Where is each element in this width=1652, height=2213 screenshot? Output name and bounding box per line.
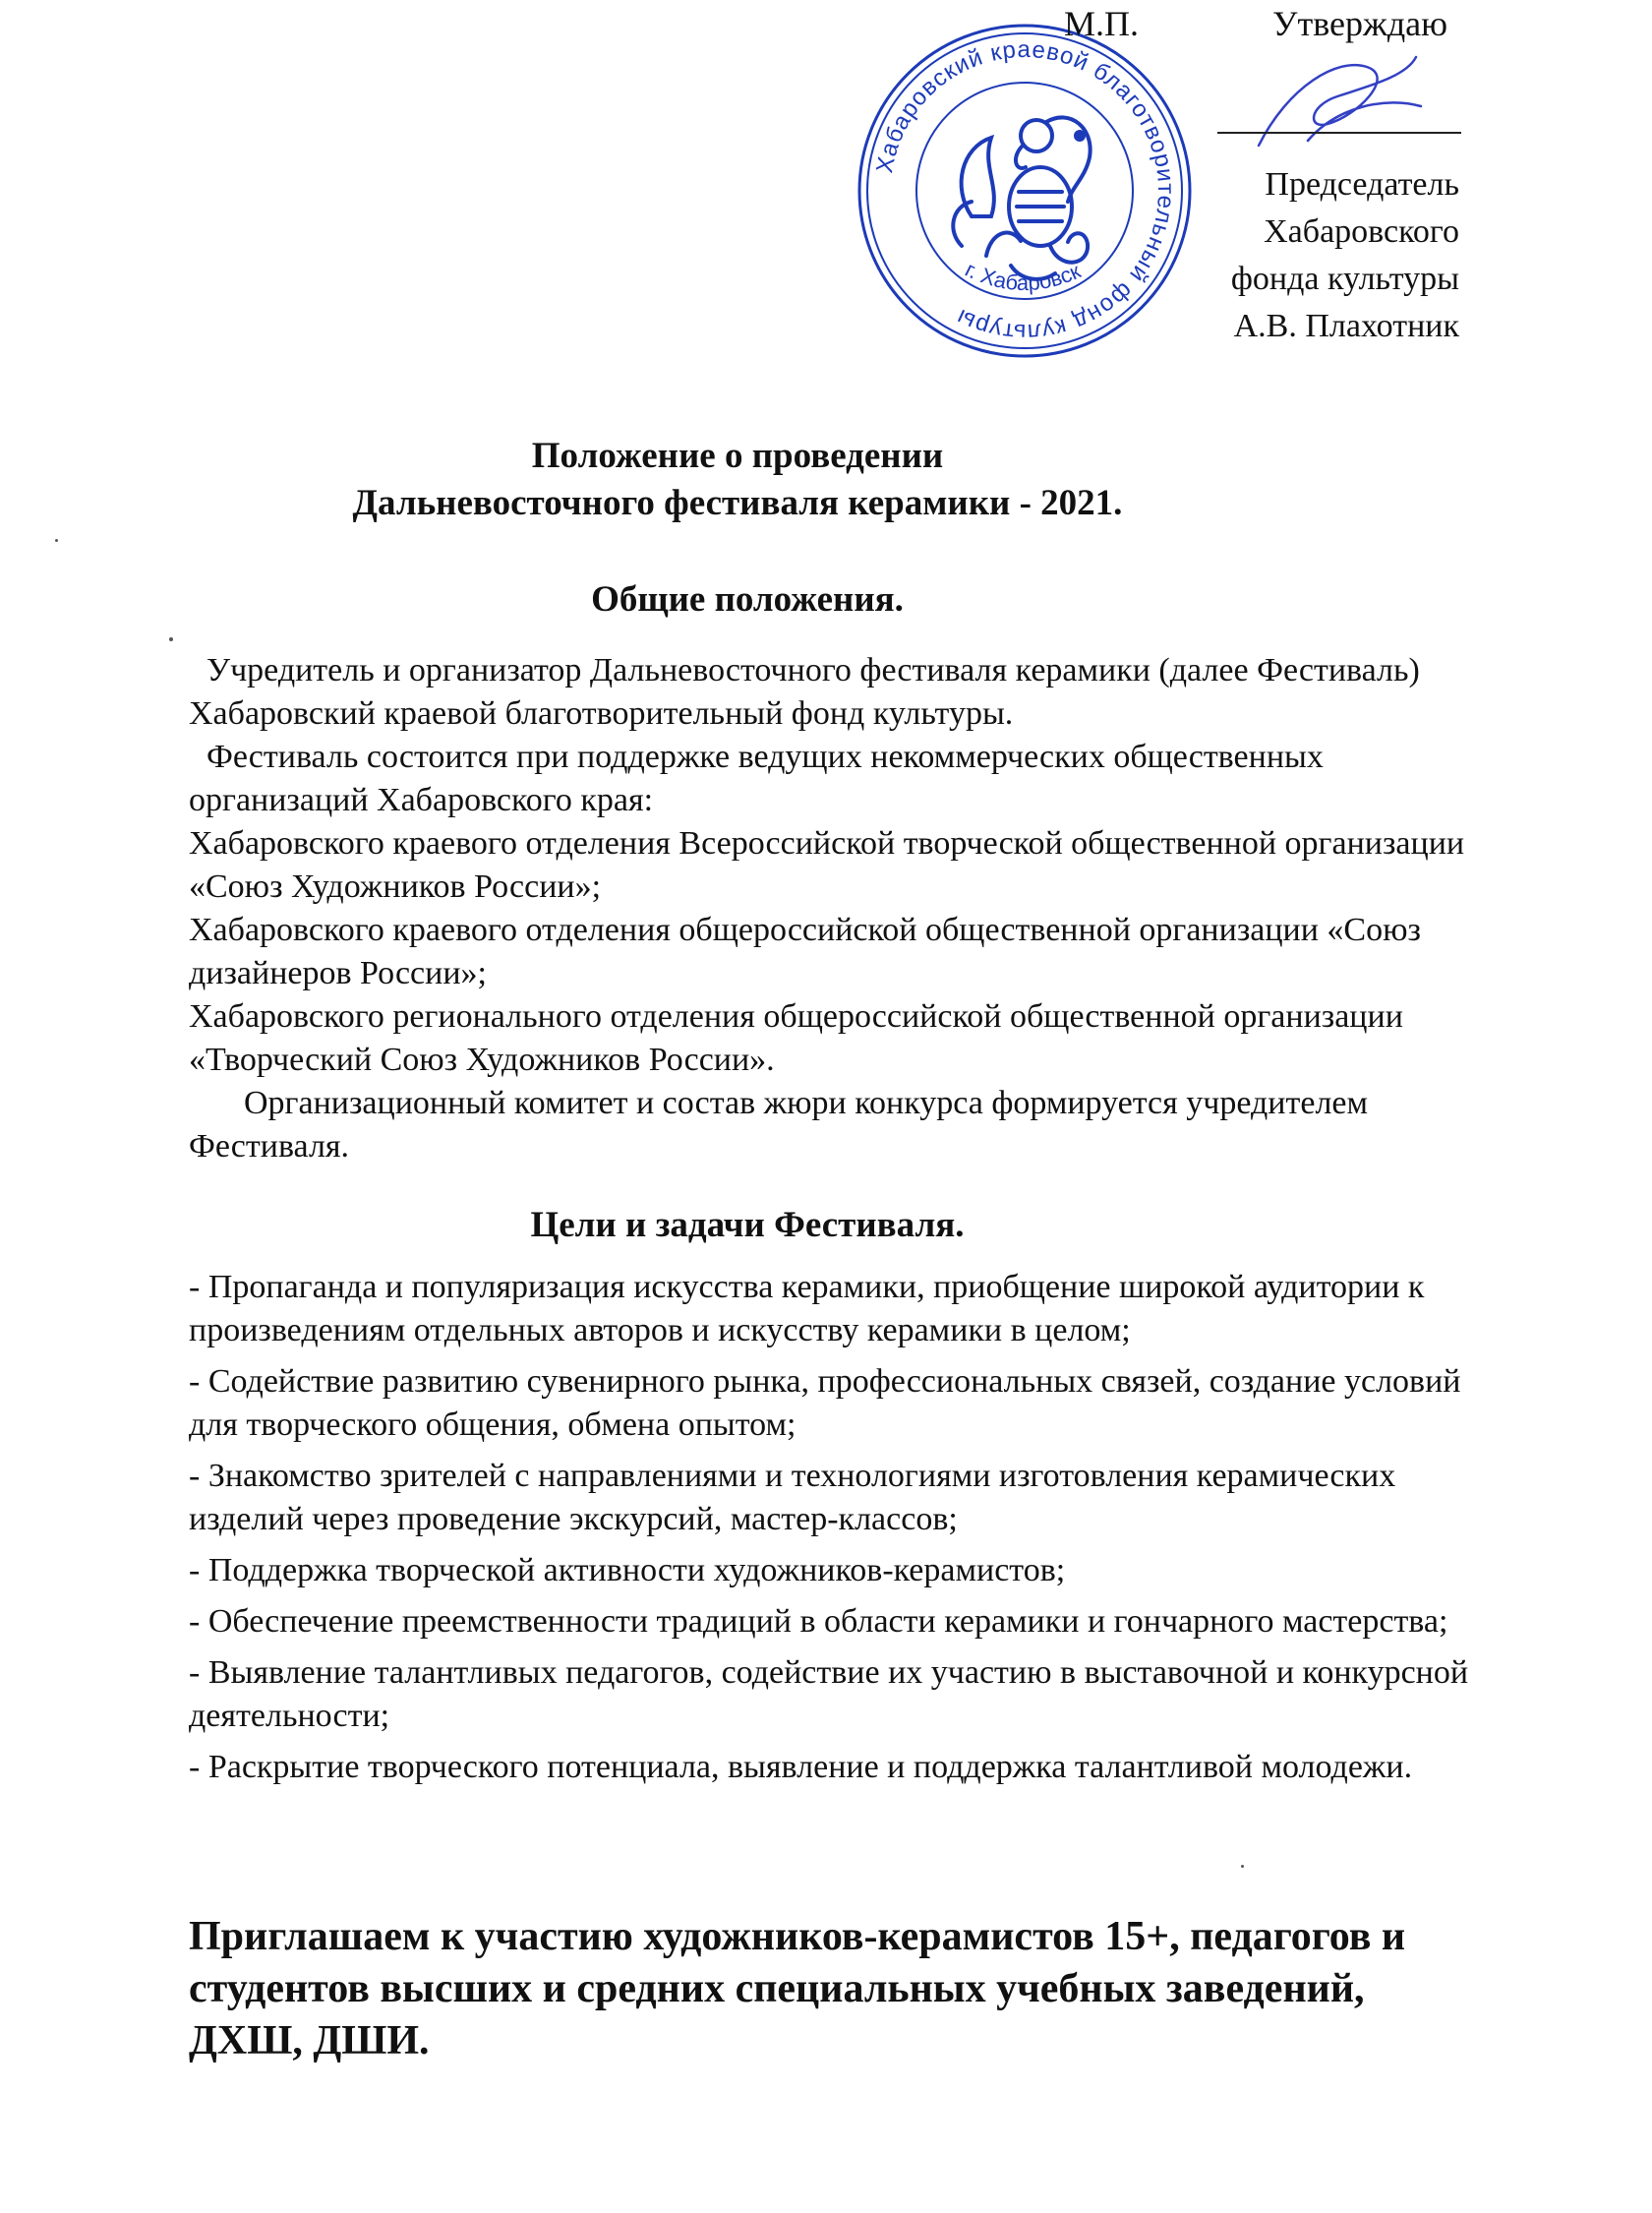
signer-name: А.В. Плахотник	[1233, 308, 1459, 344]
title-line-2: Дальневосточного фестиваля керамики - 2021.	[352, 483, 1123, 523]
stamp-mark-label: М.П.	[1064, 4, 1140, 43]
signer-fund: фонда культуры	[1230, 261, 1459, 297]
general-org-1: Хабаровского краевого отделения Всероссийской творческой общественной организации «Союз Художников России»;	[189, 825, 1465, 905]
bird-emblem-icon	[953, 117, 1090, 278]
goal-item: - Поддержка творческой активности художников-керамистов;	[189, 1552, 1066, 1588]
goal-item: - Раскрытие творческого потенциала, выявление и поддержка талантливой молодежи.	[189, 1749, 1413, 1785]
organization-seal	[854, 20, 1196, 362]
general-para-founder: Учредитель и организатор Дальневосточного фестиваля керамики (далее Фестиваль) Хабаровский краевой благотворительный фонд культуры.	[189, 652, 1420, 732]
scan-speck	[55, 539, 58, 542]
signer-org: Хабаровского	[1264, 213, 1459, 250]
general-heading	[0, 576, 1652, 624]
handwritten-signature	[1249, 47, 1436, 165]
goal-item: - Знакомство зрителей с направлениями и технологиями изготовления керамических изделий через проведение экскурсий, мастер-классов;	[189, 1458, 1396, 1537]
scan-speck	[1241, 1865, 1244, 1868]
goals-heading	[0, 1202, 1652, 1249]
signer-position: Председатель	[1265, 166, 1459, 203]
goal-item: - Выявление талантливых педагогов, содействие их участию в выставочной и конкурсной деятельности;	[189, 1654, 1469, 1734]
title-line-1: Положение о проведении	[531, 436, 944, 476]
general-heading-text: Общие положения.	[591, 579, 904, 620]
general-org-2: Хабаровского краевого отделения общероссийской общественной организации «Союз дизайнеров России»;	[189, 912, 1421, 991]
general-org-3: Хабаровского регионального отделения общероссийской общественной организации «Творческий Союз Художников России».	[189, 998, 1403, 1078]
general-para-support: Фестиваль состоится при поддержке ведущих некоммерческих общественных организаций Хабаровского края:	[189, 739, 1324, 818]
general-section-body	[189, 649, 1487, 1168]
goal-item: - Обеспечение преемственности традиций в области керамики и гончарного мастерства;	[189, 1603, 1448, 1640]
invitation-text: Приглашаем к участию художников-керамистов 15+, педагогов и студентов высших и средних специальных учебных заведений, ДХШ, ДШИ.	[189, 1914, 1406, 2063]
signer-block	[1231, 161, 1459, 350]
scan-speck	[169, 637, 173, 641]
signature-line	[1217, 132, 1461, 134]
seal-ring-text: Хабаровский краевой благотворительный фонд культуры	[871, 35, 1180, 346]
document-title	[0, 433, 1652, 527]
seal-city-text: г. Хабаровск	[961, 257, 1085, 296]
goals-heading-text: Цели и задачи Фестиваля.	[530, 1205, 965, 1245]
goal-item: - Содействие развитию сувенирного рынка, профессиональных связей, создание условий для творческого общения, обмена опытом;	[189, 1363, 1461, 1443]
approve-label: Утверждаю	[1272, 4, 1448, 43]
goals-list	[189, 1266, 1487, 1797]
general-para-committee: Организационный комитет и состав жюри конкурса формируется учредителем Фестиваля.	[189, 1085, 1369, 1165]
goal-item: - Пропаганда и популяризация искусства керамики, приобщение широкой аудитории к произведениям отдельных авторов и искусству керамики в целом;	[189, 1269, 1425, 1348]
